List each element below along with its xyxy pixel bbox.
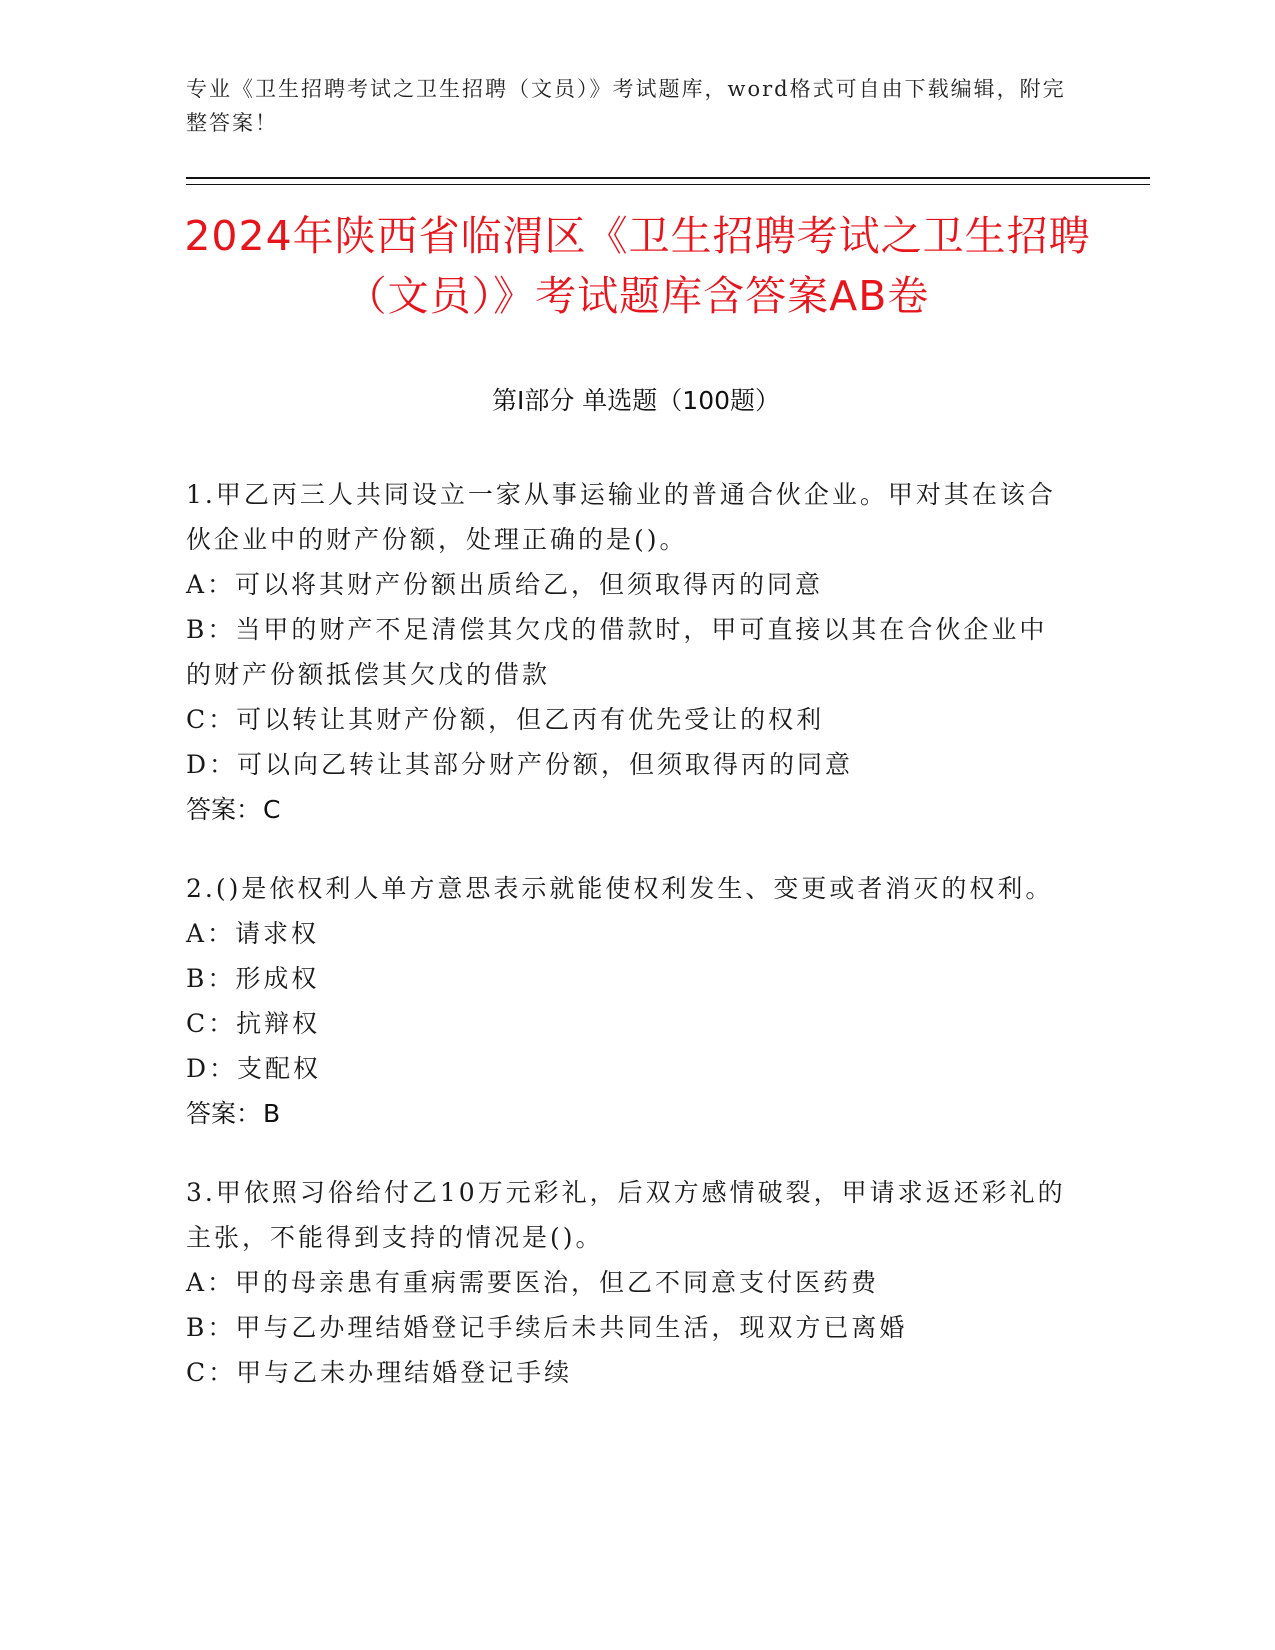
answer-value: B	[263, 1099, 281, 1128]
section-title: 第Ⅰ部分 单选题（100题）	[491, 386, 781, 415]
option-d: D：支配权	[186, 1054, 322, 1083]
question-stem: 1.甲乙丙三人共同设立一家从事运输业的普通合伙企业。甲对其在该合伙企业中的财产份额，处理正确的是()。	[186, 480, 1056, 554]
header-rule-thick	[186, 177, 1150, 179]
answer-value: C	[263, 795, 281, 824]
document-title: 2024年陕西省临渭区《卫生招聘考试之卫生招聘（文员）》考试题库含答案AB卷	[184, 212, 1091, 320]
question-1	[186, 472, 1066, 832]
question-list	[186, 472, 1066, 1429]
answer-line	[186, 787, 1066, 832]
question-stem: 3.甲依照习俗给付乙10万元彩礼，后双方感情破裂，甲请求返还彩礼的主张，不能得到支持的情况是()。	[186, 1178, 1066, 1252]
option-c: C：甲与乙未办理结婚登记手续	[186, 1358, 573, 1387]
option-c: C：抗辩权	[186, 1009, 321, 1038]
header-rule-thin	[186, 184, 1150, 185]
option-b: B：当甲的财产不足清偿其欠戊的借款时，甲可直接以其在合伙企业中的财产份额抵偿其欠戊的借款	[186, 615, 1048, 689]
option-a: A：请求权	[186, 919, 320, 948]
option-b: B：甲与乙办理结婚登记手续后未共同生活，现双方已离婚	[186, 1313, 908, 1342]
answer-line	[186, 1091, 1066, 1136]
option-b: B：形成权	[186, 964, 320, 993]
answer-label: 答案：	[186, 795, 262, 824]
question-stem: 2.()是依权利人单方意思表示就能使权利发生、变更或者消灭的权利。	[186, 874, 1054, 903]
question-3	[186, 1170, 1066, 1395]
question-2	[186, 866, 1066, 1136]
option-a: A：可以将其财产份额出质给乙，但须取得丙的同意	[186, 570, 824, 599]
answer-label: 答案：	[186, 1099, 262, 1128]
option-d: D：可以向乙转让其部分财产份额，但须取得丙的同意	[186, 750, 854, 779]
page-header-note: 专业《卫生招聘考试之卫生招聘（文员）》考试题库，word格式可自由下载编辑，附完整答案！	[186, 77, 1066, 135]
option-a: A：甲的母亲患有重病需要医治，但乙不同意支付医药费	[186, 1268, 880, 1297]
option-c: C：可以转让其财产份额，但乙丙有优先受让的权利	[186, 705, 825, 734]
